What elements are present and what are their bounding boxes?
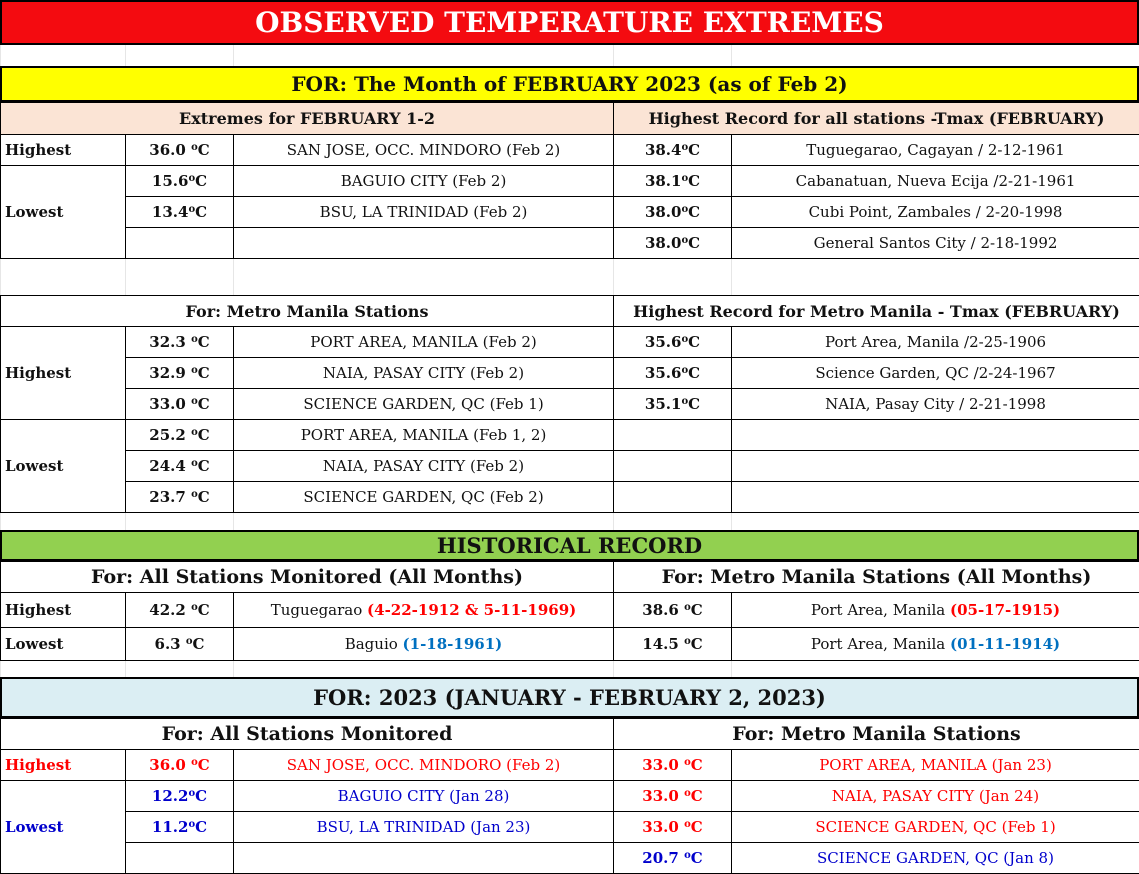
record-temp-value: 14.5 $^o$C	[614, 628, 732, 661]
record-date: (05-17-1915)	[949, 601, 1061, 619]
degree-symbol: o	[684, 757, 691, 768]
degree-symbol: o	[684, 788, 691, 799]
spacer-row-1	[0, 45, 1139, 66]
table-cell	[614, 45, 732, 66]
year-all-header: For: All Stations Monitored	[1, 719, 614, 750]
temp-value: 33.0 $^o$C	[126, 389, 234, 420]
table-cell	[126, 661, 234, 678]
table-cell	[234, 45, 614, 66]
year-2023-header: FOR: 2023 (JANUARY - FEBRUARY 2, 2023)	[0, 677, 1139, 718]
historical-table	[0, 561, 1139, 678]
degree-symbol: o	[191, 396, 198, 407]
record-temp-value: 38.1$^o$C	[614, 166, 732, 197]
record-station: Port Area, Manila /2-25-1906	[732, 327, 1139, 358]
degree-symbol: o	[188, 204, 196, 215]
page-title: OBSERVED TEMPERATURE EXTREMES	[0, 0, 1139, 45]
metro-header: For: Metro Manila Stations	[1, 296, 614, 327]
temp-value: 12.2$^o$C	[126, 781, 234, 812]
lowest-label: Lowest	[1, 781, 126, 874]
degree-symbol: o	[191, 602, 198, 613]
temp-value: 32.9 $^o$C	[126, 358, 234, 389]
station-name: Tuguegarao (4-22-1912 & 5-11-1969)	[234, 593, 614, 628]
station-name: SCIENCE GARDEN, QC (Feb 1)	[234, 389, 614, 420]
degree-symbol: o	[191, 334, 198, 345]
degree-symbol: o	[684, 819, 691, 830]
record-date: (4-22-1912 & 5-11-1969)	[367, 601, 577, 619]
station-name: PORT AREA, MANILA (Feb 1, 2)	[234, 420, 614, 451]
table-cell	[732, 45, 1139, 66]
table-cell	[614, 259, 732, 295]
lowest-label: Lowest	[1, 628, 126, 661]
degree-symbol: o	[191, 757, 198, 768]
record-temp-value: 35.6$^o$C	[614, 327, 732, 358]
month-header: FOR: The Month of FEBRUARY 2023 (as of Feb 2)	[0, 66, 1139, 102]
record-temp-value: 35.6$^o$C	[614, 358, 732, 389]
degree-symbol: o	[681, 334, 689, 345]
record-station: NAIA, Pasay City / 2-21-1998	[732, 389, 1139, 420]
empty-cell	[614, 482, 732, 513]
feb-record-header: Highest Record for all stations -Tmax (FEBRUARY)	[614, 103, 1139, 135]
table-cell	[126, 513, 234, 530]
degree-symbol: o	[681, 365, 689, 376]
degree-symbol: o	[188, 173, 196, 184]
temp-value: 32.3 $^o$C	[126, 327, 234, 358]
highest-label: Highest	[1, 327, 126, 420]
record-date: (1-18-1961)	[402, 635, 503, 653]
degree-symbol: o	[684, 850, 691, 861]
table-cell	[1, 45, 126, 66]
record-temp-value: 33.0 $^o$C	[614, 781, 732, 812]
historical-all-header: For: All Stations Monitored (All Months)	[1, 562, 614, 593]
record-temp-value: 38.6 $^o$C	[614, 593, 732, 628]
record-station: Port Area, Manila (01-11-1914)	[732, 628, 1139, 661]
station-name: Baguio (1-18-1961)	[234, 628, 614, 661]
record-station: Cubi Point, Zambales / 2-20-1998	[732, 197, 1139, 228]
table-cell	[1, 259, 126, 295]
temp-value: 13.4$^o$C	[126, 197, 234, 228]
year-2023-table	[0, 718, 1139, 874]
station-name: BAGUIO CITY (Feb 2)	[234, 166, 614, 197]
year-metro-header: For: Metro Manila Stations	[614, 719, 1139, 750]
record-temp-value: 38.0$^o$C	[614, 228, 732, 259]
station-name: BAGUIO CITY (Jan 28)	[234, 781, 614, 812]
station-name: PORT AREA, MANILA (Feb 2)	[234, 327, 614, 358]
feb-extremes-header: Extremes for FEBRUARY 1-2	[1, 103, 614, 135]
metro-manila-table	[0, 295, 1139, 530]
station-name: NAIA, PASAY CITY (Feb 2)	[234, 451, 614, 482]
empty-cell	[732, 451, 1139, 482]
degree-symbol: o	[191, 427, 198, 438]
table-cell	[1, 513, 126, 530]
empty-cell	[732, 420, 1139, 451]
record-temp-value: 38.0$^o$C	[614, 197, 732, 228]
record-station: Science Garden, QC /2-24-1967	[732, 358, 1139, 389]
station-name: SCIENCE GARDEN, QC (Feb 2)	[234, 482, 614, 513]
station-name: NAIA, PASAY CITY (Feb 2)	[234, 358, 614, 389]
temp-value: 11.2$^o$C	[126, 812, 234, 843]
highest-label: Highest	[1, 593, 126, 628]
metro-record-header: Highest Record for Metro Manila - Tmax (FEBRUARY)	[614, 296, 1139, 327]
empty-cell	[234, 843, 614, 874]
table-cell	[732, 513, 1139, 530]
station-name: SAN JOSE, OCC. MINDORO (Feb 2)	[234, 135, 614, 166]
degree-symbol: o	[191, 365, 198, 376]
temp-value: 24.4 $^o$C	[126, 451, 234, 482]
record-station: General Santos City / 2-18-1992	[732, 228, 1139, 259]
record-temp-value: 33.0 $^o$C	[614, 750, 732, 781]
historical-header: HISTORICAL RECORD	[0, 530, 1139, 561]
record-temp-value: 33.0 $^o$C	[614, 812, 732, 843]
record-station: Tuguegarao, Cagayan / 2-12-1961	[732, 135, 1139, 166]
degree-symbol: o	[191, 458, 198, 469]
temp-value: 6.3 $^o$C	[126, 628, 234, 661]
table-cell	[614, 513, 732, 530]
empty-cell	[126, 228, 234, 259]
empty-cell	[614, 451, 732, 482]
temp-value: 36.0 $^o$C	[126, 750, 234, 781]
record-station: Cabanatuan, Nueva Ecija /2-21-1961	[732, 166, 1139, 197]
temp-value: 23.7 $^o$C	[126, 482, 234, 513]
record-temp-value: 20.7 $^o$C	[614, 843, 732, 874]
degree-symbol: o	[681, 396, 689, 407]
table-cell	[126, 45, 234, 66]
record-station: PORT AREA, MANILA (Jan 23)	[732, 750, 1139, 781]
table-cell	[732, 259, 1139, 295]
table-cell	[1, 661, 126, 678]
degree-symbol: o	[191, 489, 198, 500]
record-temp-value: 35.1$^o$C	[614, 389, 732, 420]
february-extremes-table	[0, 102, 1139, 295]
table-cell	[614, 661, 732, 678]
degree-symbol: o	[684, 636, 691, 647]
degree-symbol: o	[188, 819, 196, 830]
table-cell	[234, 661, 614, 678]
degree-symbol: o	[681, 235, 689, 246]
table-cell	[732, 661, 1139, 678]
degree-symbol: o	[684, 602, 691, 613]
station-name: SAN JOSE, OCC. MINDORO (Feb 2)	[234, 750, 614, 781]
degree-symbol: o	[191, 142, 198, 153]
record-temp-value: 38.4$^o$C	[614, 135, 732, 166]
empty-cell	[732, 482, 1139, 513]
highest-label: Highest	[1, 750, 126, 781]
temp-value: 36.0 $^o$C	[126, 135, 234, 166]
empty-cell	[126, 843, 234, 874]
record-station: SCIENCE GARDEN, QC (Jan 8)	[732, 843, 1139, 874]
historical-metro-header: For: Metro Manila Stations (All Months)	[614, 562, 1139, 593]
station-name: BSU, LA TRINIDAD (Jan 23)	[234, 812, 614, 843]
temp-value: 15.6$^o$C	[126, 166, 234, 197]
lowest-label: Lowest	[1, 166, 126, 259]
table-cell	[234, 513, 614, 530]
temp-value: 25.2 $^o$C	[126, 420, 234, 451]
degree-symbol: o	[185, 636, 193, 647]
degree-symbol: o	[681, 142, 689, 153]
record-station: NAIA, PASAY CITY (Jan 24)	[732, 781, 1139, 812]
highest-label: Highest	[1, 135, 126, 166]
record-station: SCIENCE GARDEN, QC (Feb 1)	[732, 812, 1139, 843]
empty-cell	[234, 228, 614, 259]
table-cell	[126, 259, 234, 295]
record-date: (01-11-1914)	[949, 635, 1061, 653]
empty-cell	[614, 420, 732, 451]
record-station: Port Area, Manila (05-17-1915)	[732, 593, 1139, 628]
station-name: BSU, LA TRINIDAD (Feb 2)	[234, 197, 614, 228]
degree-symbol: o	[681, 204, 689, 215]
degree-symbol: o	[188, 788, 196, 799]
lowest-label: Lowest	[1, 420, 126, 513]
table-cell	[234, 259, 614, 295]
degree-symbol: o	[681, 173, 689, 184]
temp-value: 42.2 $^o$C	[126, 593, 234, 628]
